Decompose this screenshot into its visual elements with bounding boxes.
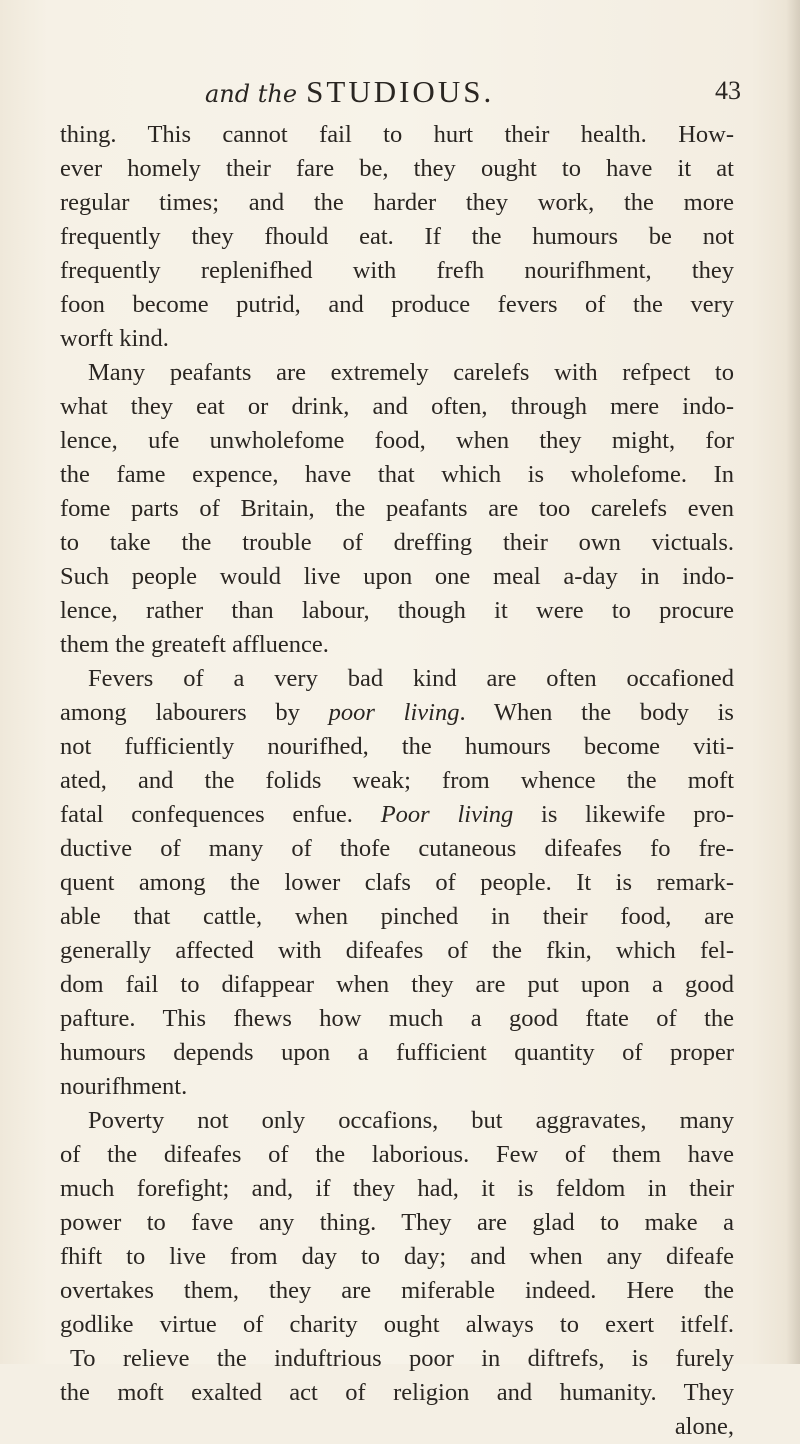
text-line: among labourers by poor living. When the body is <box>60 699 734 726</box>
catchword: alone, <box>674 1413 734 1440</box>
text-line: fome parts of Britain, the peafants are too carelefs even <box>60 495 734 522</box>
text-line: not fufficiently nourifhed, the humours become viti- <box>60 733 734 760</box>
text-line: power to fave any thing. They are glad to make a <box>60 1209 734 1236</box>
text-line: ated, and the folids weak; from whence the moft <box>60 767 734 794</box>
text-line: frequently they fhould eat. If the humours be not <box>60 223 734 250</box>
text-line: overtakes them, they are miferable indeed. Here the <box>60 1277 734 1304</box>
text-line: the fame expence, have that which is wholefome. In <box>60 461 734 488</box>
running-head <box>205 74 494 110</box>
italic-phrase: Poor living <box>380 801 514 828</box>
text-line: foon become putrid, and produce fevers of the very <box>60 291 734 318</box>
text-line: to take the trouble of dreffing their own victuals. <box>60 529 734 556</box>
page-number: 43 <box>715 76 741 105</box>
running-head-italic: and the <box>205 80 298 108</box>
text-line: ever homely their fare be, they ought to have it at <box>60 155 734 182</box>
text-line: Poverty not only occafions, but aggravates, many <box>88 1107 734 1134</box>
text-line: pafture. This fhews how much a good ftate of the <box>60 1005 734 1032</box>
text-line-content: Fevers of a very bad kind are often occafioned <box>88 665 734 692</box>
text-line: To relieve the induftrious poor in diftrefs, is furely <box>70 1345 734 1372</box>
page-edge-shadow <box>786 0 800 1364</box>
text-line: generally affected with difeafes of the fkin, which fel- <box>60 937 734 964</box>
text-line: quent among the lower clafs of people. It is remark- <box>60 869 734 896</box>
text-line: ductive of many of thofe cutaneous difeafes fo fre- <box>60 835 734 862</box>
page-header <box>0 74 800 114</box>
text-line: able that cattle, when pinched in their food, are <box>60 903 734 930</box>
text-line: thing. This cannot fail to hurt their health. How- <box>60 121 734 148</box>
text-line: humours depends upon a fufficient quantity of proper <box>60 1039 734 1066</box>
text-line: regular times; and the harder they work, the more <box>60 189 734 216</box>
text-line: the moft exalted act of religion and humanity. They <box>60 1379 734 1406</box>
text-line: nourifhment. <box>60 1073 188 1100</box>
text-line: of the difeafes of the laborious. Few of them have <box>60 1141 734 1168</box>
text-line: dom fail to difappear when they are put upon a good <box>60 971 734 998</box>
text-line: worft kind. <box>60 325 169 352</box>
text-line: lence, rather than labour, though it were to procure <box>60 597 734 624</box>
text-line: Such people would live upon one meal a-day in indo- <box>60 563 734 590</box>
running-head-caps: STUDIOUS. <box>306 74 495 109</box>
text-line: fatal confequences enfue. Poor living is likewife pro- <box>60 801 735 828</box>
text-line: godlike virtue of charity ought always to exert itfelf. <box>60 1311 734 1338</box>
text-line: frequently replenifhed with frefh nourifhment, they <box>60 257 734 284</box>
text-line: them the greateft affluence. <box>60 631 329 658</box>
italic-phrase: poor living <box>328 699 460 726</box>
text-line: much forefight; and, if they had, it is feldom in their <box>60 1175 734 1202</box>
text-line: fhift to live from day to day; and when any difeafe <box>60 1243 734 1270</box>
text-line: lence, ufe unwholefome food, when they might, for <box>60 427 734 454</box>
text-line <box>88 662 734 696</box>
text-line: what they eat or drink, and often, through mere indo- <box>60 393 734 420</box>
text-line: Many peafants are extremely carelefs with refpect to <box>88 359 734 386</box>
